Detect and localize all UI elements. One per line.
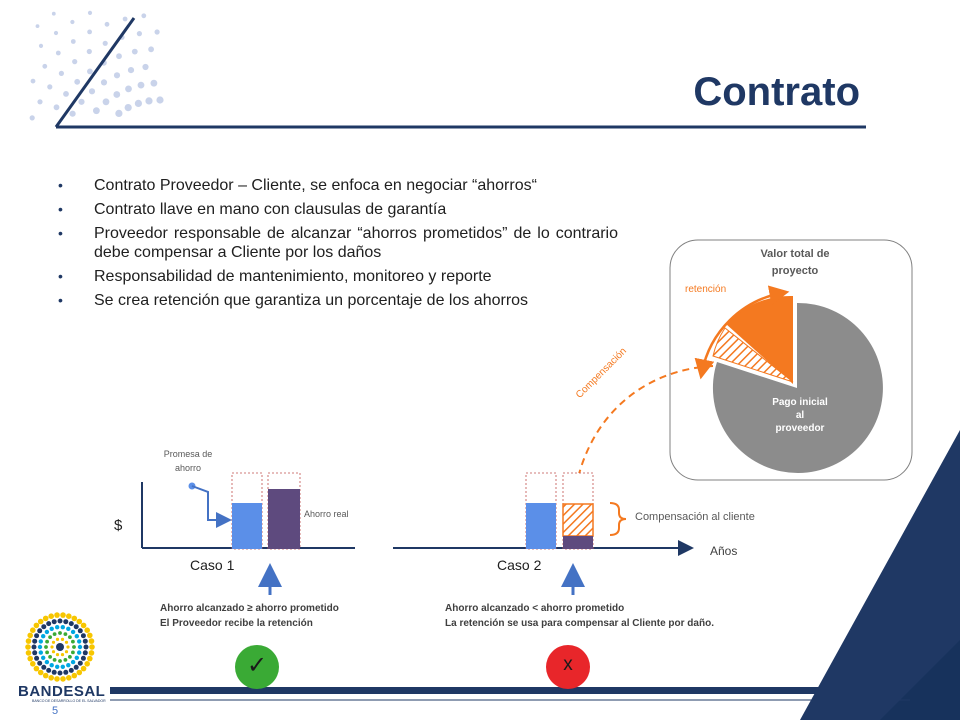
emblem-dot — [77, 670, 83, 676]
decorative-dot — [114, 72, 120, 78]
emblem-dot — [37, 628, 42, 633]
case2-line2: La retención se usa para compensar al Cliente por daño. — [445, 618, 714, 629]
case1-label: Caso 1 — [190, 557, 235, 573]
client-compensation-label: Compensación al cliente — [635, 511, 755, 523]
emblem-dot — [78, 661, 83, 666]
emblem-dot — [30, 661, 36, 667]
decorative-dot — [135, 100, 142, 107]
emblem-dot — [77, 619, 83, 625]
page-number: 5 — [52, 705, 59, 717]
emblem-dot — [71, 660, 75, 664]
decorative-dot — [115, 110, 122, 117]
emblem-dot — [65, 641, 68, 644]
emblem-dot — [37, 661, 42, 666]
emblem-dot — [41, 665, 46, 670]
decorative-dot — [70, 20, 74, 24]
emblem-dot — [34, 656, 39, 661]
emblem-dot — [54, 612, 60, 618]
emblem-dot — [52, 641, 55, 644]
decorative-dot — [72, 59, 77, 64]
decorative-dot — [30, 115, 35, 120]
promise-line1: Promesa de — [163, 449, 213, 459]
emblem-dot — [77, 639, 81, 643]
emblem-dot — [34, 666, 40, 672]
decorative-dot — [37, 99, 42, 104]
bullet-item: • Contrato llave en mano con clausulas de garantía — [58, 200, 618, 219]
emblem-dot — [66, 675, 72, 681]
emblem-dot — [30, 627, 36, 633]
decorative-dot — [142, 64, 148, 70]
decorative-dot — [137, 31, 142, 36]
case2-description — [445, 601, 714, 631]
emblem-dot — [87, 633, 93, 639]
emblem-dot — [87, 656, 93, 662]
emblem-dot — [58, 619, 63, 624]
decorative-dot — [138, 82, 145, 89]
emblem-dot — [58, 671, 63, 676]
bullet-list — [58, 176, 618, 315]
decorative-dot — [52, 12, 56, 16]
emblem-dot — [77, 650, 81, 654]
emblem-dot — [69, 668, 74, 673]
emblem-dot — [63, 670, 68, 675]
decorative-dot — [59, 71, 64, 76]
decorative-dot — [155, 29, 160, 34]
emblem-dot — [61, 638, 64, 641]
emblem-dot — [27, 633, 33, 639]
emblem-dot — [81, 633, 86, 638]
emblem-dot — [71, 640, 75, 644]
promise-line2: ahorro — [174, 463, 201, 473]
decorative-dot — [31, 79, 36, 84]
emblem-dot — [60, 612, 66, 618]
decorative-dot — [78, 99, 84, 105]
decorative-dot — [125, 86, 132, 93]
page-title: Contrato — [693, 70, 860, 114]
emblem-dot — [41, 624, 46, 629]
decorative-dot — [87, 69, 93, 75]
footer-bar — [110, 687, 910, 700]
emblem-dot — [83, 639, 88, 644]
pie-base-line1: Pago inicial — [772, 397, 828, 408]
decorative-dot — [145, 97, 152, 104]
pie-title — [720, 246, 870, 280]
emblem-dot — [66, 663, 70, 667]
emblem-dot — [61, 653, 64, 656]
emblem-dot — [45, 630, 49, 634]
emblem-dot — [32, 645, 37, 650]
case1-real-bar — [268, 489, 300, 549]
decorative-dot — [54, 104, 60, 110]
compensation-bracket — [610, 503, 626, 535]
emblem-dot — [58, 659, 62, 663]
emblem-dot — [44, 645, 48, 649]
decorative-dot — [103, 98, 110, 105]
pie-title-line2: proyecto — [771, 265, 819, 277]
emblem-dot — [48, 675, 54, 681]
emblem-dot — [68, 655, 72, 659]
emblem-dot — [83, 650, 88, 655]
decorative-dot — [42, 64, 47, 69]
emblem-dot — [52, 650, 55, 653]
decorative-dot — [151, 80, 158, 87]
decorative-dot — [71, 39, 76, 44]
emblem-core — [56, 643, 64, 651]
emblem-dot — [66, 645, 69, 648]
emblem-dot — [60, 676, 66, 682]
emblem-dot — [61, 665, 65, 669]
emblem-dot — [78, 645, 82, 649]
emblem-dot — [38, 645, 42, 649]
emblem-dot — [56, 638, 59, 641]
emblem-dot — [55, 665, 59, 669]
pie-base-line2: al — [795, 410, 805, 421]
bandesal-logo-subtitle: BANCO DE DESARROLLO DE EL SALVADOR — [32, 699, 106, 703]
emblem-dot — [71, 630, 75, 634]
bandesal-emblem — [25, 612, 95, 681]
decorative-dot — [116, 53, 122, 59]
decorative-dot — [101, 79, 107, 85]
emblem-dot — [45, 640, 49, 644]
emblem-dot — [78, 628, 83, 633]
bullet-item: • Se crea retención que garantiza un porcentaje de los ahorros — [58, 291, 618, 310]
emblem-dot — [41, 634, 45, 638]
decorative-dot — [89, 88, 95, 94]
emblem-dot — [54, 676, 60, 682]
bullet-item: • Proveedor responsable de alcanzar “ahorros prometidos” de lo contrario debe compensar a Cliente por los daños — [58, 224, 618, 262]
emblem-dot — [46, 621, 51, 626]
emblem-dot — [75, 656, 79, 660]
axes — [142, 482, 690, 548]
decorative-dot — [148, 46, 154, 52]
decorative-dot — [88, 11, 92, 15]
emblem-dot — [89, 650, 95, 656]
emblem-dot — [72, 616, 78, 622]
check-icon: ✓ — [246, 651, 268, 679]
emblem-dot — [71, 651, 75, 655]
pie-title-line1: Valor total de — [760, 248, 830, 260]
emblem-dot — [84, 627, 90, 633]
case1-line1: Ahorro alcanzado ≥ ahorro prometido — [160, 603, 339, 614]
emblem-dot — [61, 625, 65, 629]
decorative-dot — [63, 91, 69, 97]
emblem-dot — [66, 613, 72, 619]
emblem-dot — [52, 619, 57, 624]
emblem-dot — [68, 635, 72, 639]
decorative-dot — [47, 84, 52, 89]
case2-compensation-bar — [563, 504, 593, 536]
decorative-dots — [30, 11, 164, 121]
emblem-dot — [84, 661, 90, 667]
emblem-dot — [55, 625, 59, 629]
decorative-dot — [93, 107, 100, 114]
decorative-dot — [141, 13, 146, 18]
decorative-dot — [103, 41, 108, 46]
emblem-dot — [45, 651, 49, 655]
emblem-dot — [64, 658, 68, 662]
decorative-dot — [70, 111, 76, 117]
emblem-dot — [52, 670, 57, 675]
real-saving-label: Ahorro real — [304, 509, 349, 519]
case2-bars — [526, 473, 593, 549]
decorative-dot — [87, 49, 92, 54]
emblem-dot — [32, 650, 37, 655]
pie-base-line3: proveedor — [775, 423, 825, 434]
retention-label: retención — [685, 284, 727, 295]
case2-line1: Ahorro alcanzado < ahorro prometido — [445, 603, 625, 614]
emblem-dot — [39, 639, 43, 643]
y-axis-label: $ — [114, 517, 123, 534]
emblem-dot — [66, 627, 70, 631]
emblem-dot — [63, 619, 68, 624]
emblem-dot — [41, 656, 45, 660]
decorative-dot — [105, 22, 110, 27]
decorative-dot — [113, 91, 120, 98]
bandesal-logo-name: BANDESAL — [18, 683, 106, 700]
decorative-dot — [36, 24, 40, 28]
emblem-dot — [81, 666, 87, 672]
emblem-dot — [53, 632, 57, 636]
emblem-dot — [50, 645, 53, 648]
emblem-dot — [50, 663, 54, 667]
decorative-dot — [54, 31, 58, 35]
pie-base-label — [760, 396, 840, 435]
emblem-dot — [48, 613, 54, 619]
emblem-dot — [26, 638, 32, 644]
decorative-dot — [156, 96, 163, 103]
emblem-dot — [53, 658, 57, 662]
emblem-dot — [72, 645, 76, 649]
decorative-dot — [128, 67, 134, 73]
emblem-dot — [27, 656, 33, 662]
bullet-item: • Responsabilidad de mantenimiento, monitoreo y reporte — [58, 267, 618, 286]
decorative-dot — [39, 44, 43, 48]
emblem-dot — [25, 644, 31, 650]
emblem-dot — [75, 634, 79, 638]
emblem-dot — [84, 645, 89, 650]
case2-label: Caso 2 — [497, 557, 542, 573]
decorative-dot — [74, 79, 80, 85]
emblem-dot — [69, 621, 74, 626]
decorative-dot — [56, 51, 61, 56]
decorative-dot — [132, 49, 138, 55]
compensation-label: Compensación — [574, 345, 629, 401]
emblem-dot — [89, 644, 95, 650]
emblem-dot — [72, 673, 78, 679]
emblem-dot — [46, 668, 51, 673]
decorative-dot — [125, 104, 132, 111]
emblem-dot — [58, 631, 62, 635]
emblem-dot — [81, 623, 87, 629]
decorative-dot — [87, 30, 92, 35]
emblem-dot — [81, 656, 86, 661]
emblem-dot — [45, 660, 49, 664]
case1-line2: El Proveedor recibe la retención — [160, 618, 313, 629]
emblem-dot — [89, 638, 95, 644]
promise-pointer — [189, 483, 227, 521]
case-arrows — [270, 572, 573, 595]
case1-description — [160, 601, 339, 631]
emblem-dot — [64, 632, 68, 636]
emblem-dot — [48, 635, 52, 639]
emblem-dot — [43, 673, 49, 679]
emblem-dot — [34, 623, 40, 629]
case2-real-bar — [563, 536, 593, 549]
emblem-dot — [26, 650, 32, 656]
emblem-dot — [65, 650, 68, 653]
emblem-dot — [39, 650, 43, 654]
emblem-dot — [56, 653, 59, 656]
emblem-dot — [48, 655, 52, 659]
emblem-dot — [32, 639, 37, 644]
case2-promised-bar — [526, 503, 556, 549]
emblem-dot — [74, 624, 79, 629]
emblem-dot — [43, 616, 49, 622]
emblem-dot — [38, 619, 44, 625]
bullet-item: • Contrato Proveedor – Cliente, se enfoca en negociar “ahorros“ — [58, 176, 618, 195]
case1-promised-bar — [232, 503, 262, 549]
emblem-dot — [50, 627, 54, 631]
emblem-dot — [38, 670, 44, 676]
emblem-dot — [74, 665, 79, 670]
decorative-dot — [123, 17, 128, 22]
promise-label — [150, 447, 226, 475]
case1-bars — [232, 473, 300, 549]
x-axis-label: Años — [710, 544, 738, 558]
x-icon: x — [563, 654, 573, 675]
emblem-dot — [34, 633, 39, 638]
